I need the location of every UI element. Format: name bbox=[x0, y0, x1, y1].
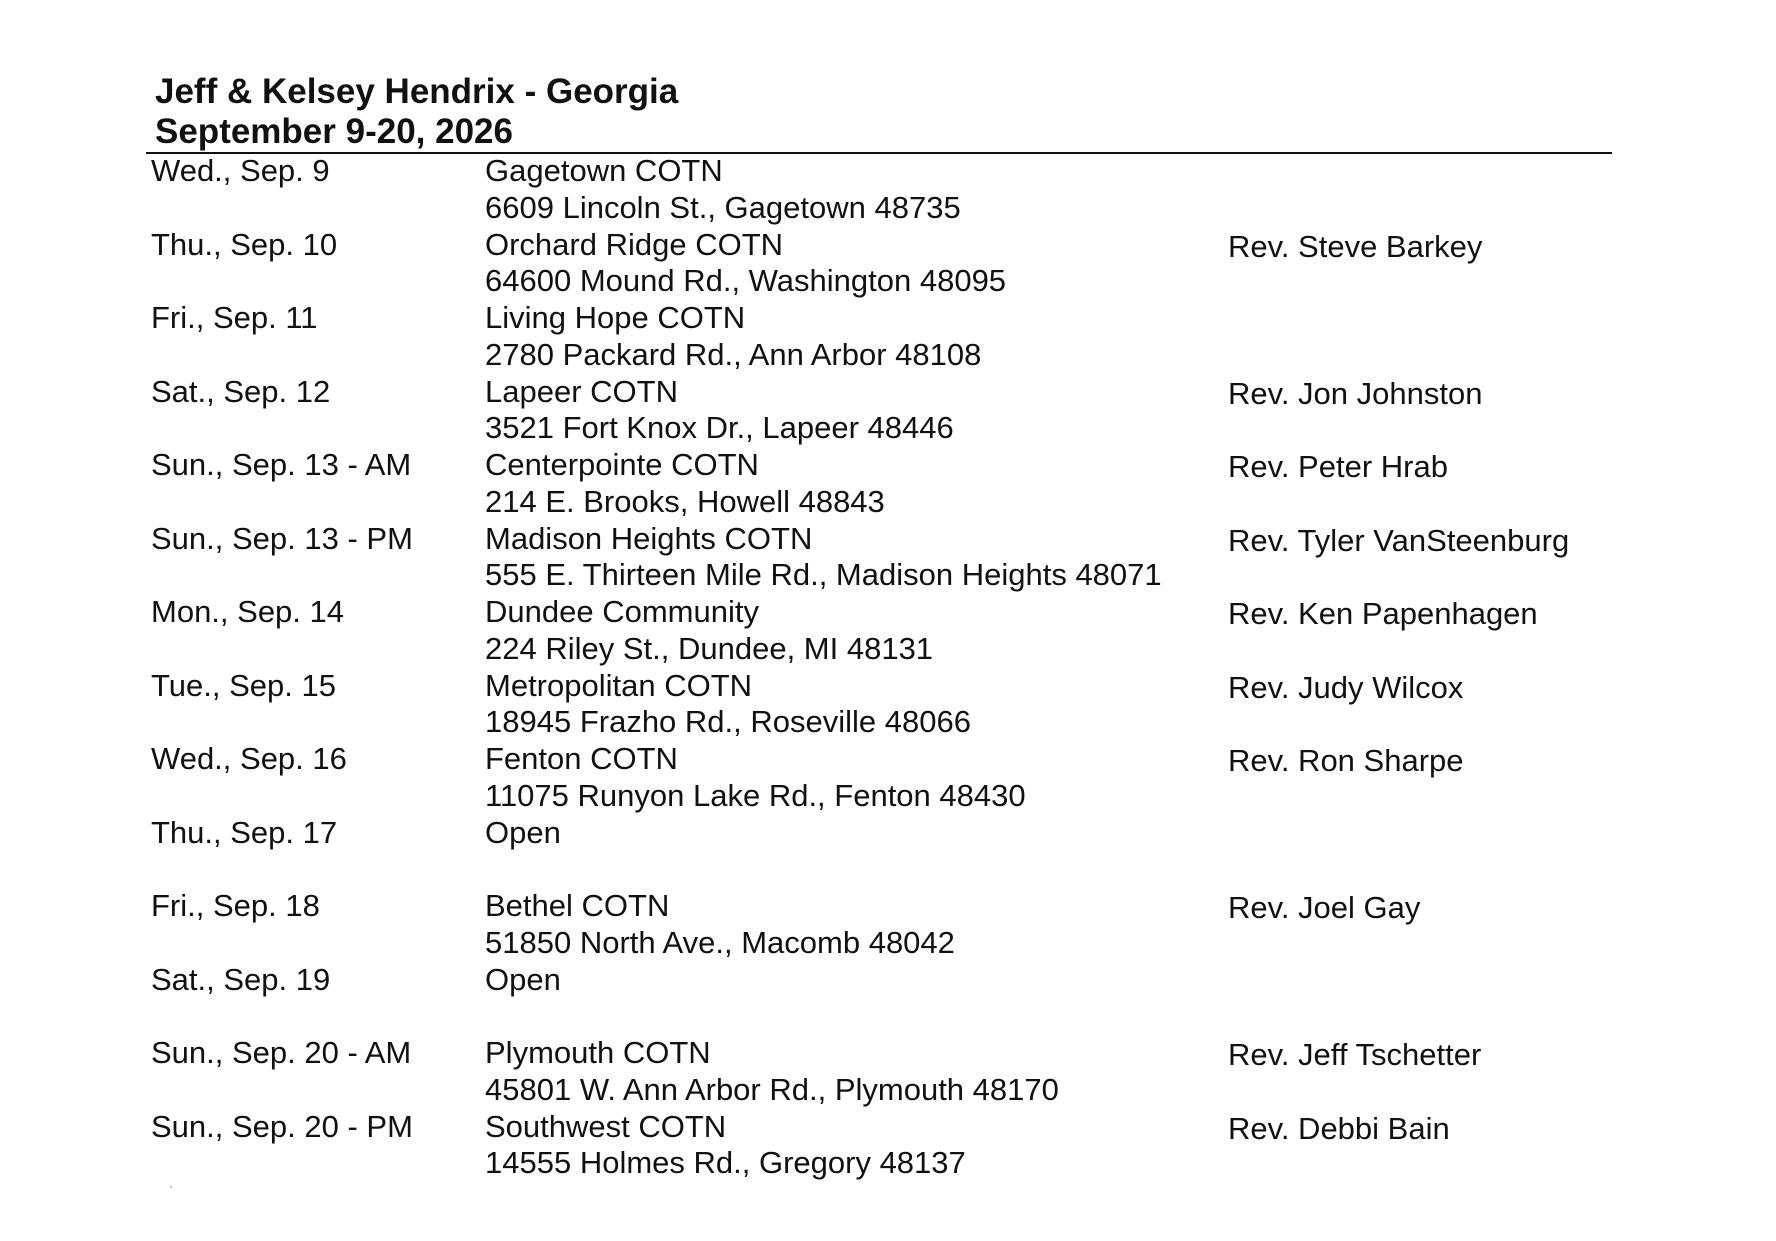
schedule-entry bbox=[0, 962, 1776, 1036]
entry-venue: Orchard Ridge COTN bbox=[485, 226, 784, 262]
entry-venue: Dundee Community bbox=[485, 594, 759, 629]
entry-pastor: Rev. Tyler VanSteenburg bbox=[1228, 522, 1570, 558]
entry-venue: Plymouth COTN bbox=[485, 1035, 711, 1070]
entry-pastor: Rev. Jeff Tschetter bbox=[1228, 1037, 1482, 1072]
schedule-entry bbox=[0, 888, 1776, 962]
schedule-entry bbox=[0, 594, 1776, 668]
schedule-entry bbox=[0, 521, 1776, 595]
entry-address: 6609 Lincoln St., Gagetown 48735 bbox=[485, 189, 961, 225]
entry-address: 51850 North Ave., Macomb 48042 bbox=[485, 924, 955, 960]
schedule-entry bbox=[0, 153, 1776, 227]
entry-address: 14555 Holmes Rd., Gregory 48137 bbox=[485, 1145, 966, 1181]
entry-venue: Southwest COTN bbox=[485, 1108, 727, 1144]
entry-date: Tue., Sep. 15 bbox=[151, 667, 336, 703]
entry-date: Sun., Sep. 20 - AM bbox=[151, 1035, 412, 1070]
entry-pastor: Rev. Ken Papenhagen bbox=[1228, 596, 1538, 631]
entry-address: 224 Riley St., Dundee, MI 48131 bbox=[485, 630, 934, 666]
entry-venue: Gagetown COTN bbox=[485, 153, 723, 188]
entry-venue: Lapeer COTN bbox=[485, 373, 678, 409]
entry-address: 3521 Fort Knox Dr., Lapeer 48446 bbox=[485, 410, 954, 446]
entry-address: 214 E. Brooks, Howell 48843 bbox=[485, 483, 885, 519]
entry-pastor: Rev. Steve Barkey bbox=[1228, 228, 1483, 264]
entry-date: Wed., Sep. 16 bbox=[151, 741, 347, 776]
entry-date: Sun., Sep. 20 - PM bbox=[151, 1108, 413, 1144]
entry-date: Wed., Sep. 9 bbox=[151, 153, 330, 188]
entry-pastor: Rev. Judy Wilcox bbox=[1228, 669, 1464, 705]
schedule-entry bbox=[0, 668, 1776, 742]
entry-venue: Fenton COTN bbox=[485, 741, 678, 776]
entry-venue: Metropolitan COTN bbox=[485, 667, 753, 703]
entry-date: Thu., Sep. 10 bbox=[151, 226, 338, 262]
schedule-entry bbox=[0, 447, 1776, 521]
entry-date: Sat., Sep. 12 bbox=[151, 373, 331, 409]
entry-venue: Madison Heights COTN bbox=[485, 520, 813, 556]
schedule-entry bbox=[0, 374, 1776, 448]
schedule-entry bbox=[0, 1109, 1776, 1183]
entry-date: Fri., Sep. 11 bbox=[151, 300, 318, 335]
entry-pastor: Rev. Peter Hrab bbox=[1228, 449, 1448, 484]
entry-address: 45801 W. Ann Arbor Rd., Plymouth 48170 bbox=[485, 1071, 1059, 1107]
entry-venue: Bethel COTN bbox=[485, 888, 670, 923]
entry-address: 11075 Runyon Lake Rd., Fenton 48430 bbox=[485, 777, 1026, 813]
entry-pastor: Rev. Ron Sharpe bbox=[1228, 743, 1464, 778]
entry-address: 2780 Packard Rd., Ann Arbor 48108 bbox=[485, 336, 982, 372]
schedule-entry bbox=[0, 741, 1776, 815]
schedule-entry bbox=[0, 227, 1776, 301]
entry-date: Thu., Sep. 17 bbox=[151, 814, 338, 850]
document-header bbox=[155, 72, 678, 152]
date-range: September 9-20, 2026 bbox=[155, 112, 513, 151]
entry-venue: Open bbox=[485, 814, 561, 850]
scan-speck bbox=[170, 1186, 172, 1188]
entry-venue: Centerpointe COTN bbox=[485, 447, 759, 482]
entry-date: Fri., Sep. 18 bbox=[151, 888, 320, 923]
entry-date: Mon., Sep. 14 bbox=[151, 594, 345, 629]
entry-address: 18945 Frazho Rd., Roseville 48066 bbox=[485, 704, 971, 740]
schedule-entry bbox=[0, 815, 1776, 889]
entry-venue: Open bbox=[485, 961, 561, 997]
entry-date: Sun., Sep. 13 - PM bbox=[151, 520, 413, 556]
entry-venue: Living Hope COTN bbox=[485, 300, 746, 335]
entry-pastor: Rev. Jon Johnston bbox=[1228, 375, 1483, 411]
entry-address: 64600 Mound Rd., Washington 48095 bbox=[485, 263, 1007, 299]
schedule-entry bbox=[0, 300, 1776, 374]
entry-pastor: Rev. Debbi Bain bbox=[1228, 1110, 1450, 1146]
document-title: Jeff & Kelsey Hendrix - Georgia bbox=[155, 72, 679, 111]
entry-date: Sat., Sep. 19 bbox=[151, 961, 331, 997]
entry-date: Sun., Sep. 13 - AM bbox=[151, 447, 412, 482]
entry-address: 555 E. Thirteen Mile Rd., Madison Heights 48071 bbox=[485, 557, 1162, 593]
schedule-list bbox=[0, 153, 1776, 1182]
entry-pastor: Rev. Joel Gay bbox=[1228, 890, 1421, 925]
schedule-entry bbox=[0, 1035, 1776, 1109]
